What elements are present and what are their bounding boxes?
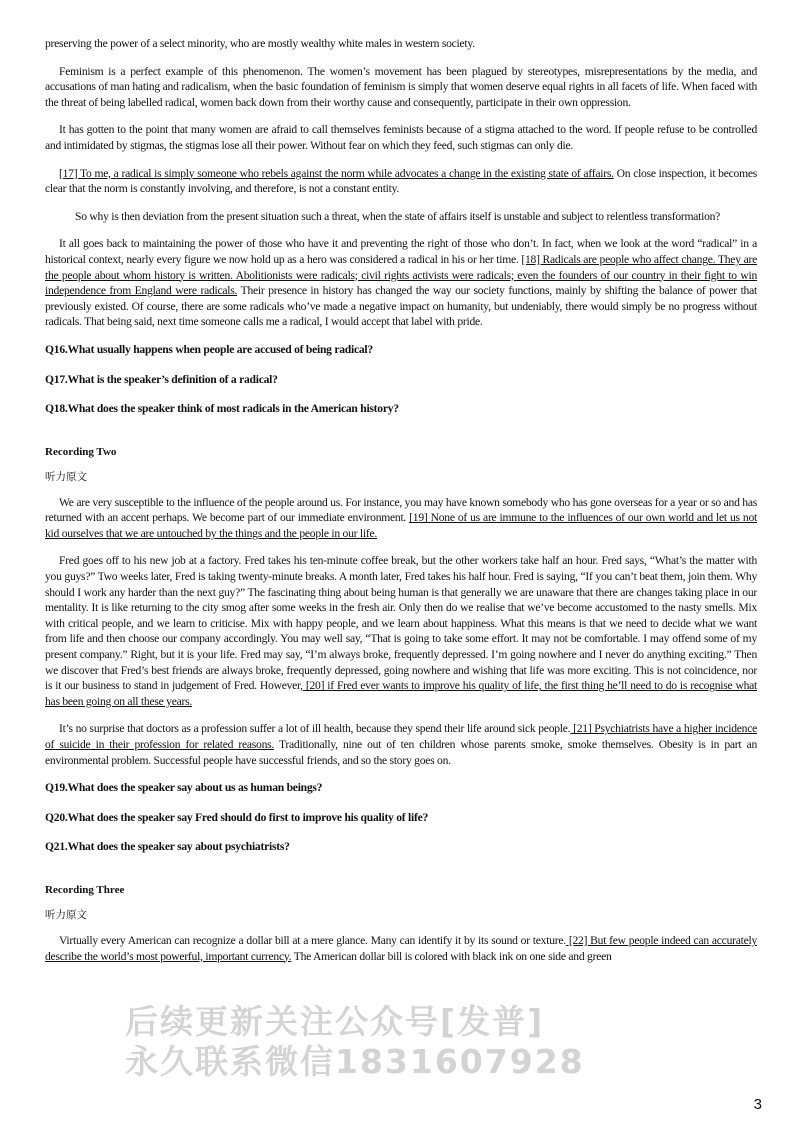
- watermark-line: 后续更新关注公众号[发普]: [125, 1002, 545, 1041]
- paragraph: preserving the power of a select minority, who are mostly wealthy white males in western society.: [45, 37, 475, 50]
- section-title-recording-two: Recording Two: [45, 445, 117, 458]
- answer-underline-18: [18] Radicals are people who affect change. They are the people about whom history is written. Abolitionists were radicals; civil rights activists were radicals; even the founders of our country in their fight to win independence from England were radicals.: [45, 252, 757, 298]
- watermark-line: 永久联系微信1831607928: [125, 1042, 585, 1081]
- section-subtitle: 听力原文: [45, 470, 87, 483]
- answer-underline-21: [21] Psychiatrists have a higher incidence of suicide in their profession for related reasons.: [45, 722, 757, 751]
- paragraph: Feminism is a perfect example of this phenomenon. The women’s movement has been plagued by stereotypes, misrepresentations by the media, and accusations of man hating and radicalism, when the basic foundation of feminism is simply that women deserve equal rights in all facets of life. When faced with the threat of being labelled radical, women back down from their worthy cause and consequently, participate in their own oppression.: [45, 64, 757, 109]
- answer-underline-19: [19] None of us are immune to the influences of our own world and let us not kid ourselves that we are untouched by the things and the people in our life.: [45, 511, 757, 540]
- answer-underline-22: [22] But few people indeed can accurately describe the world’s most powerful, important currency.: [45, 933, 758, 963]
- text: Fred goes off to his new job at a factory. Fred takes his ten-minute coffee break, but the other workers take half an hour. Fred says, “What’s the matter with you guys?” Two weeks later, Fred is taking twenty-minute breaks. A month later, Fred takes his half hour. Fred is saying, “If you can’t beat them, join them. Why should I work any harder than the next guy?” The fascinating thing about being human is that generally we are unaware that there are changes taking place in our mentality. It is like returning to the city smog after some weeks in the fresh air. Only then do we realise that we’ve become accustomed to the nasty smells. Mix with critical people, and we learn to criticise. Mix with happy people, and we learn about happiness. What this means is that we need to decide what we want from life and then choose our company accordingly. You may well say, “That is going to take some effort. It may not be comfortable. I may offend some of my present company.” Right, but it is your life. Fred may say, “I’m always broke, frequently depressed. I’m going nowhere and I never do anything exciting.” Then we discover that Fred’s best friends are always broke, frequently depressed, going nowhere and wishing that life was more exciting. This is not coincidence, nor is it our business to stand in judgement of Fred. However,: [45, 554, 757, 693]
- text: The American dollar bill is colored with black ink on one side and green: [291, 949, 612, 963]
- question-16: Q16.What usually happens when people are accused of being radical?: [45, 342, 373, 356]
- text: On close inspection, it becomes clear that the norm is constantly involving, and therefore, is not a constant entity.: [45, 166, 757, 196]
- paragraph-20: [45, 553, 757, 709]
- text: Their presence in history has changed the way our society functions, mainly by shifting the balance of power that previously existed. Of course, there are some radicals who’ve made a negative impact on humanity, but undeniably, there would simply be no progress without radicals. That being said, next time someone calls me a radical, I would accept that label with pride.: [45, 284, 757, 329]
- section-subtitle: 听力原文: [45, 908, 87, 921]
- question-20: Q20.What does the speaker say Fred should do first to improve his quality of life?: [45, 810, 429, 824]
- text: Traditionally, nine out of ten children whose parents smoke, smoke themselves. Obesity is in part an environmental problem. Successful people have successful friends, and so the story goes on.: [45, 738, 757, 767]
- question-21: Q21.What does the speaker say about psychiatrists?: [45, 840, 290, 854]
- document-page: [45, 36, 757, 976]
- text: Virtually every American can recognize a dollar bill at a mere glance. Many can identify it by its sound or texture.: [59, 933, 566, 947]
- paragraph-21: [45, 721, 757, 768]
- paragraph: It has gotten to the point that many women are afraid to call themselves feminists because of a stigma attached to the word. If people refuse to be controlled and intimidated by stigmas, the stigmas lose all their power. Without fear on which they feed, such stigmas can only die.: [45, 123, 757, 152]
- answer-underline-20: [20] if Fred ever wants to improve his quality of life, the first thing he’ll need to do is recognise what has been going on all these years.: [45, 679, 757, 708]
- text: We are very susceptible to the influence of the people around us. For instance, you may have known somebody who has gone overseas for a year or so and has returned with an accent perhaps. We become part of our immediate environment.: [45, 495, 757, 525]
- paragraph-22: [45, 933, 757, 964]
- answer-underline-17: [17] To me, a radical is simply someone who rebels against the norm while advocates a change in the existing state of affairs.: [59, 166, 614, 180]
- paragraph: So why is then deviation from the present situation such a threat, when the state of affairs itself is unstable and subject to relentless transformation?: [75, 209, 721, 223]
- paragraph-17: [45, 166, 757, 197]
- watermark: [125, 1002, 645, 1082]
- question-18: Q18.What does the speaker think of most radicals in the American history?: [45, 402, 399, 416]
- section-title-recording-three: Recording Three: [45, 883, 125, 896]
- question-19: Q19.What does the speaker say about us as human beings?: [45, 781, 323, 795]
- page-number: 3: [753, 1096, 762, 1113]
- text: It’s no surprise that doctors as a profession suffer a lot of ill health, because they spend their life around sick people.: [59, 722, 571, 736]
- text: It all goes back to maintaining the power of those who have it and preventing the right of those who don’t. In fact, when we look at the word “radical” in a historical context, nearly every figure we now hold up as a hero was considered a radical in his or her time.: [45, 237, 757, 266]
- paragraph-19: [45, 495, 757, 542]
- question-17: Q17.What is the speaker’s definition of a radical?: [45, 372, 278, 386]
- paragraph-18: [45, 236, 757, 330]
